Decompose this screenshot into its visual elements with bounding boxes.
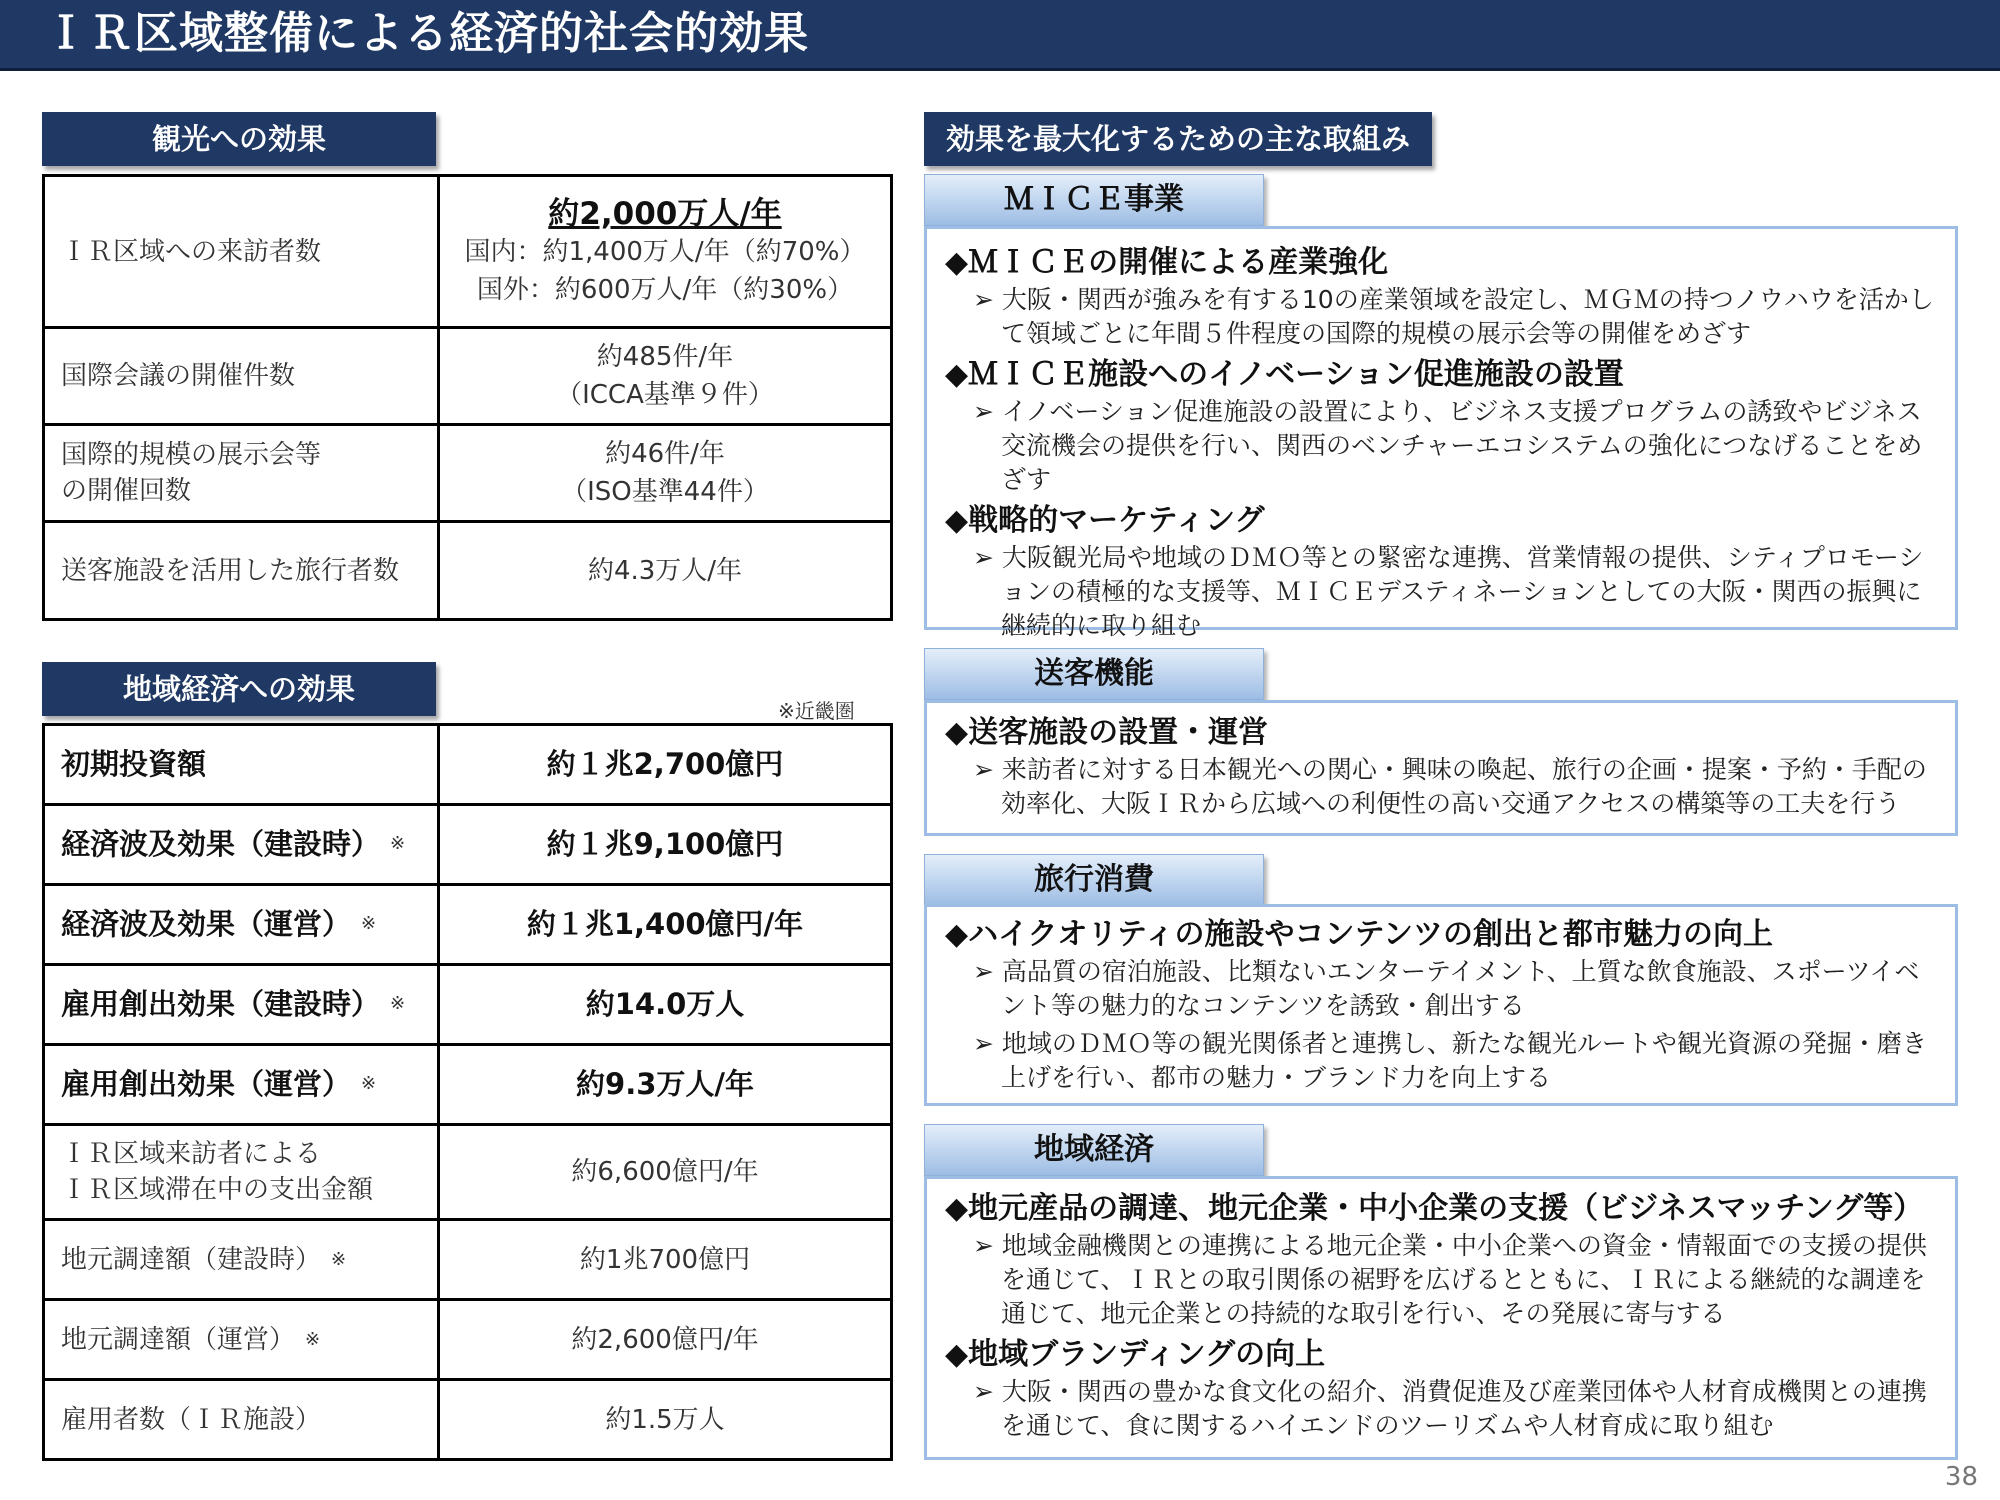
item-bullet: ➢ 高品質の宿泊施設、比類ないエンターテイメント、上質な飲食施設、スポーツイベント等の魅力的なコンテンツを誘致・創出する [973, 957, 1920, 1020]
section-box-transfer [924, 700, 1958, 836]
table-cell-label: 国際的規模の展示会等 の開催回数 [44, 425, 439, 522]
tourism-table [42, 174, 893, 621]
table-row: 地元調達額（建設時） ※ 約1兆700億円 [44, 1220, 892, 1300]
initiatives-header [924, 112, 1432, 166]
page-title: ＩＲ区域整備による経済的社会的効果 [44, 8, 809, 59]
title-bar [0, 0, 2000, 71]
region-note: ※近畿圏 [778, 699, 855, 723]
economy-header [42, 662, 436, 716]
section-tab-regional-economy: 地域経済 [924, 1124, 1264, 1176]
item-bullet: ➢ 地域のＤＭＯ等の観光関係者と連携し、新たな観光ルートや観光資源の発掘・磨き上げを行い、都市の魅力・ブランド力を向上する [973, 1029, 1927, 1092]
visitor-total: 約2,000万人/年 [548, 195, 782, 232]
tourism-header-label: 観光への効果 [151, 122, 326, 156]
initiatives-header-label: 効果を最大化するための主な取組み [945, 122, 1410, 156]
visitor-domestic: 国内：約1,400万人/年（約70%） [464, 236, 866, 267]
item-bullet: ➢ 大阪・関西が強みを有する10の産業領域を設定し、ＭＧＭの持つノウハウを活かして領域ごとに年間５件程度の国際的規模の展示会等の開催をめざす [973, 285, 1934, 348]
section-tab-travel-spending: 旅行消費 [924, 854, 1264, 906]
section-box-regional-economy [924, 1176, 1958, 1460]
tourism-header [42, 112, 436, 166]
table-row [44, 522, 892, 620]
section-tab-mice: ＭＩＣＥ事業 [924, 174, 1264, 226]
table-cell-value: 約4.3万人/年 [439, 522, 892, 620]
table-row: ＩＲ区域来訪者による ＩＲ区域滞在中の支出金額 約6,600億円/年 [44, 1125, 892, 1220]
item-bullet: ➢ イノベーション促進施設の設置により、ビジネス支援プログラムの誘致やビジネス交流機会の提供を行い、関西のベンチャーエコシステムの強化につなげることをめざす [973, 397, 1923, 494]
item-heading: ◆ハイクオリティの施設やコンテンツの創出と都市魅力の向上 [945, 917, 1773, 952]
item-heading: ◆地元産品の調達、地元企業・中小企業の支援（ビジネスマッチング等） [945, 1191, 1924, 1226]
item-heading: ◆地域ブランディングの向上 [945, 1337, 1326, 1372]
economy-table [42, 723, 893, 1461]
item-bullet: ➢ 来訪者に対する日本観光への関心・興味の喚起、旅行の企画・提案・予約・手配の効率化、大阪ＩＲから広域への利便性の高い交通アクセスの構築等の工夫を行う [973, 755, 1927, 818]
table-row: 経済波及効果（運営） ※ 約１兆1,400億円/年 [44, 885, 892, 965]
item-bullet: ➢ 大阪・関西の豊かな食文化の紹介、消費促進及び産業団体や人材育成機関との連携を通じて、食に関するハイエンドのツーリズムや人材育成に取り組む [973, 1377, 1927, 1440]
visitor-overseas: 国外：約600万人/年（約30%） [476, 274, 854, 305]
page-number: 38 [1944, 1462, 1978, 1492]
table-row: 雇用創出効果（運営） ※ 約9.3万人/年 [44, 1045, 892, 1125]
item-heading: ◆ＭＩＣＥ施設へのイノベーション促進施設の設置 [945, 357, 1624, 392]
section-box-travel-spending [924, 904, 1958, 1106]
table-cell-value [439, 176, 892, 328]
item-heading: ◆送客施設の設置・運営 [945, 715, 1269, 750]
table-row: 経済波及効果（建設時） ※ 約１兆9,100億円 [44, 805, 892, 885]
section-tab-transfer: 送客機能 [924, 648, 1264, 700]
table-row: 地元調達額（運営） ※ 約2,600億円/年 [44, 1300, 892, 1380]
table-cell-label: 送客施設を活用した旅行者数 [44, 522, 439, 620]
table-row [44, 328, 892, 425]
item-bullet: ➢ 大阪観光局や地域のＤＭＯ等との緊密な連携、営業情報の提供、シティプロモーションの積極的な支援等、ＭＩＣＥデスティネーションとしての大阪・関西の振興に継続的に取り組む [973, 543, 1924, 640]
table-row: 雇用創出効果（建設時） ※ 約14.0万人 [44, 965, 892, 1045]
item-heading: ◆ＭＩＣＥの開催による産業強化 [945, 245, 1389, 280]
table-cell-value: 約46件/年 （ISO基準44件） [439, 425, 892, 522]
table-row [44, 176, 892, 328]
table-cell-value: 約485件/年 （ICCA基準９件） [439, 328, 892, 425]
table-row: 初期投資額 約１兆2,700億円 [44, 725, 892, 805]
table-row [44, 425, 892, 522]
table-cell-label: 国際会議の開催件数 [44, 328, 439, 425]
table-row: 雇用者数（ＩＲ施設） 約1.5万人 [44, 1380, 892, 1460]
economy-header-label: 地域経済への効果 [122, 672, 355, 706]
section-box-mice [924, 226, 1958, 640]
table-cell-label: ＩＲ区域への来訪者数 [44, 176, 439, 328]
item-heading: ◆戦略的マーケティング [945, 503, 1265, 538]
item-bullet: ➢ 地域金融機関との連携による地元企業・中小企業への資金・情報面での支援の提供を通じて、ＩＲとの取引関係の裾野を広げるとともに、ＩＲによる継続的な調達を通じて、地元企業との持続的な取引を行い、その発展に寄与する [973, 1231, 1927, 1328]
